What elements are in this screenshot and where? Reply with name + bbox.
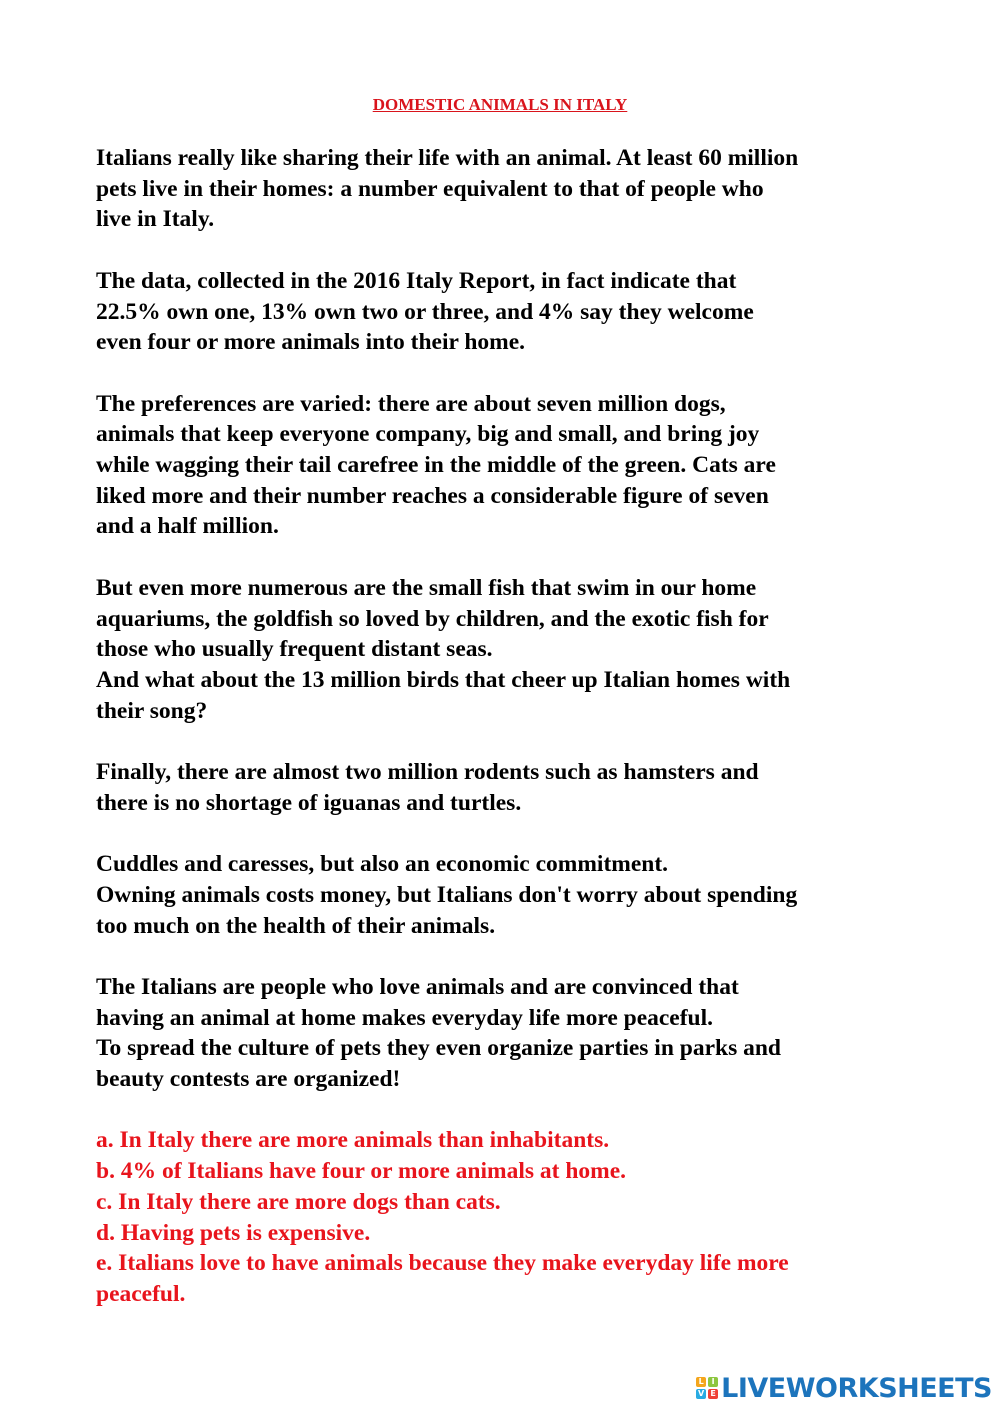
text-line: 22.5% own one, 13% own two or three, and 4% say they welcome — [96, 298, 754, 325]
logo-mark-icon — [696, 1377, 718, 1399]
text-line: too much on the health of their animals. — [96, 912, 496, 939]
text-line: Italians really like sharing their life with an animal. At least 60 million — [96, 145, 799, 171]
text-line: animals that keep everyone company, big and small, and bring joy — [96, 421, 760, 448]
statement-b: b. 4% of Italians have four or more animals at home. — [96, 1158, 627, 1185]
text-line: live in Italy. — [96, 206, 215, 233]
paragraph — [96, 972, 926, 1095]
worksheet-title: DOMESTIC ANIMALS IN ITALY — [372, 95, 628, 114]
text-line: even four or more animals into their home. — [96, 329, 526, 356]
logo-letter-i: I — [708, 1377, 718, 1387]
paragraph — [96, 389, 926, 543]
statement-c: c. In Italy there are more dogs than cats. — [96, 1188, 501, 1215]
text-line: and a half million. — [96, 513, 279, 540]
statement-e-continued: peaceful. — [96, 1280, 186, 1307]
text-line: And what about the 13 million birds that cheer up Italian homes with — [96, 666, 791, 693]
statement-a: a. In Italy there are more animals than inhabitants. — [96, 1127, 610, 1154]
logo-letter-e: E — [708, 1389, 718, 1399]
text-line: their song? — [96, 697, 208, 724]
text-line: while wagging their tail carefree in the middle of the green. Cats are — [96, 452, 776, 478]
text-line: having an animal at home makes everyday life more peaceful. — [96, 1004, 714, 1031]
paragraph — [96, 573, 926, 727]
text-line: aquariums, the goldfish so loved by children, and the exotic fish for — [96, 605, 769, 632]
text-line: The data, collected in the 2016 Italy Report, in fact indicate that — [96, 267, 737, 294]
text-line: The Italians are people who love animals and are convinced that — [96, 973, 739, 1000]
statement-d: d. Having pets is expensive. — [96, 1219, 371, 1246]
text-line: Finally, there are almost two million rodents such as hamsters and — [96, 759, 759, 785]
text-line: But even more numerous are the small fish that swim in our home — [96, 574, 757, 601]
liveworksheets-logo[interactable] — [696, 1371, 992, 1405]
paragraph — [96, 143, 926, 235]
paragraph — [96, 757, 926, 818]
paragraph — [96, 849, 926, 941]
logo-letter-l: L — [696, 1377, 706, 1387]
text-line: To spread the culture of pets they even organize parties in parks and — [96, 1035, 781, 1062]
text-line: pets live in their homes: a number equivalent to that of people who — [96, 175, 764, 202]
text-line: The preferences are varied: there are about seven million dogs, — [96, 390, 726, 417]
text-line: Cuddles and caresses, but also an economic commitment. — [96, 851, 669, 878]
text-line: those who usually frequent distant seas. — [96, 636, 493, 663]
text-line: liked more and their number reaches a considerable figure of seven — [96, 482, 769, 509]
logo-letter-v: V — [698, 1389, 705, 1398]
statement-e: e. Italians love to have animals because they make everyday life more — [96, 1250, 789, 1277]
text-line: there is no shortage of iguanas and turtles. — [96, 789, 522, 816]
worksheet-body — [96, 143, 926, 1340]
logo-wordmark: LIVEWORKSHEETS — [721, 1372, 992, 1404]
true-false-statements — [96, 1125, 926, 1309]
text-line: Owning animals costs money, but Italians don't worry about spending — [96, 881, 798, 908]
paragraph — [96, 266, 926, 358]
text-line: beauty contests are organized! — [96, 1066, 401, 1092]
